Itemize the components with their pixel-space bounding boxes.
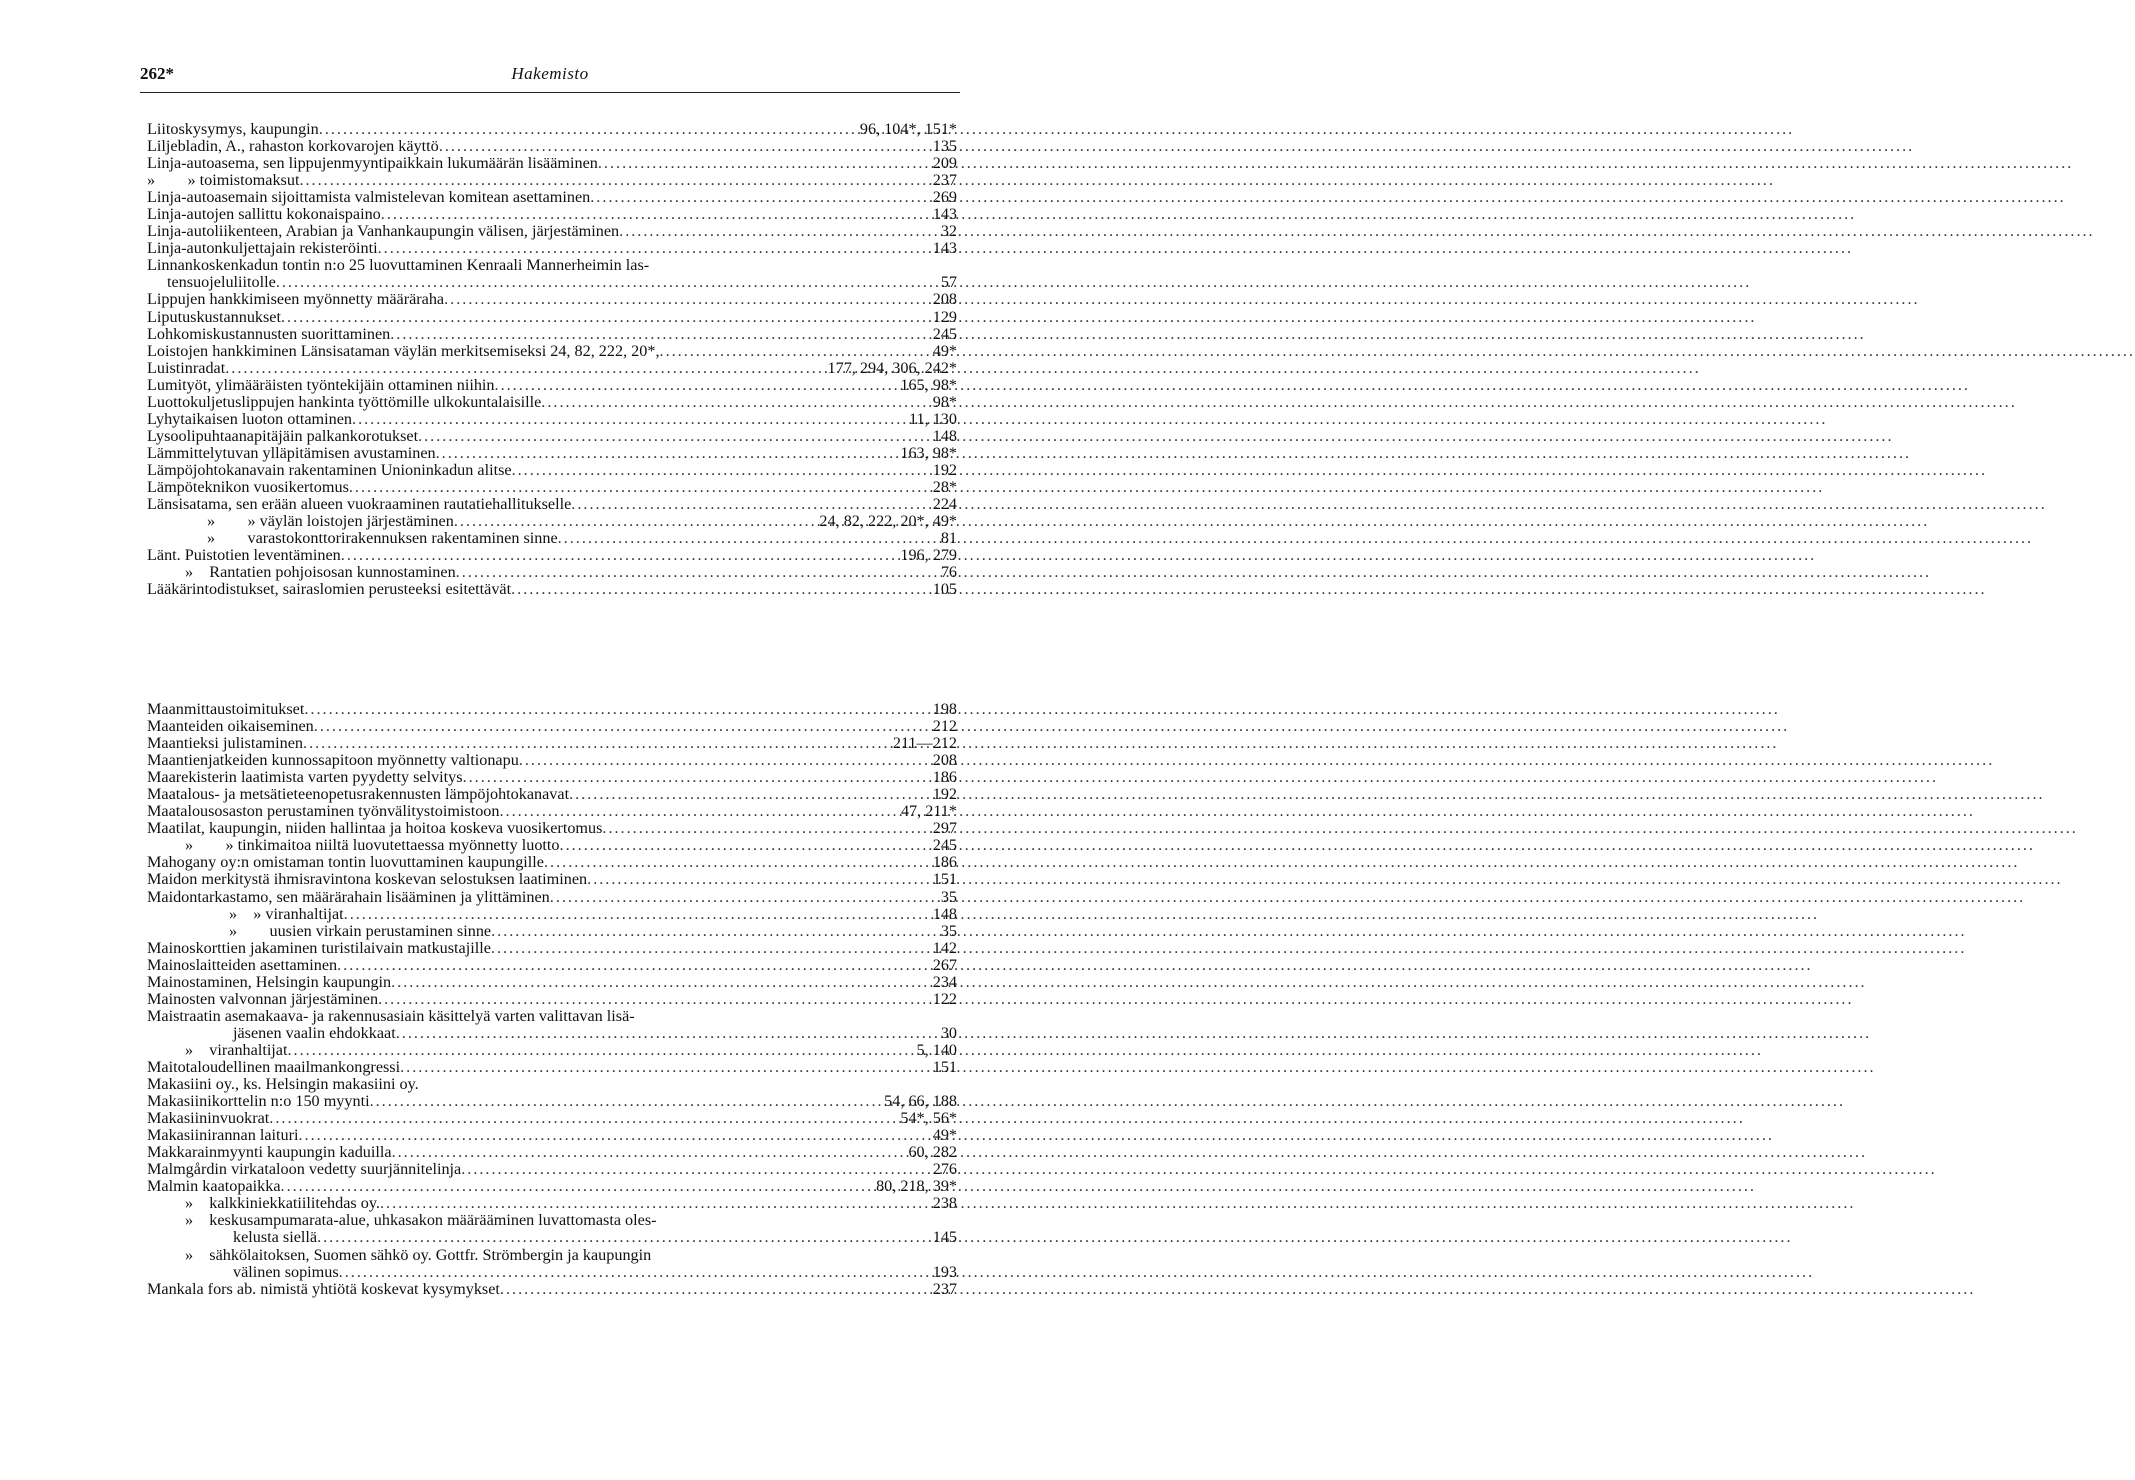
entry-text: Mainostaminen, Helsingin kaupungin xyxy=(147,972,392,991)
entry-pages: 237 xyxy=(932,1279,957,1298)
entry-text: Maatalous- ja metsätieteenopetusrakennusten lämpöjohtokanavat xyxy=(147,785,570,804)
entry-pages: 54, 66, 188 xyxy=(884,1092,957,1111)
index-entry xyxy=(147,1042,957,1059)
index-entry xyxy=(147,786,957,803)
index-entry xyxy=(147,1178,957,1195)
leader-dots xyxy=(304,701,928,718)
entry-pages: 186 xyxy=(932,853,957,872)
entry-text: Maidontarkastamo, sen määrärahain lisääminen ja ylittäminen xyxy=(147,887,550,906)
entry-text: Malmgårdin virkataloon vedetty suurjännitelinja xyxy=(147,1160,462,1179)
index-entry xyxy=(147,974,957,991)
leader-dots xyxy=(378,240,929,257)
entry-text: » » väylän loistojen järjestäminen xyxy=(207,512,454,531)
entry-text: Linja-autonkuljettajain rekisteröinti xyxy=(147,239,378,258)
index-entry xyxy=(147,906,957,923)
leader-dots xyxy=(439,138,929,155)
index-entry xyxy=(147,360,957,377)
leader-dots xyxy=(341,547,897,564)
index-entry xyxy=(147,479,957,496)
entry-pages: 11, 130 xyxy=(909,409,957,428)
entry-text: kelusta siellä xyxy=(233,1228,318,1247)
leader-dots xyxy=(436,445,897,462)
leader-dots xyxy=(281,1178,873,1195)
entry-text: Liljebladin, A., rahaston korkovarojen käyttö xyxy=(147,137,439,156)
entry-text: » Rantatien pohjoisosan kunnostaminen xyxy=(185,563,456,582)
entry-text: Maantienjatkeiden kunnossapitoon myönnetty valtionapu xyxy=(147,751,519,770)
entry-text: » » tinkimaitoa niiltä luovutettaessa myönnetty luotto xyxy=(185,836,560,855)
page-number: 262* xyxy=(140,64,174,83)
leader-dots xyxy=(380,1195,929,1212)
index-entry xyxy=(147,837,957,854)
index-entry xyxy=(147,1247,957,1264)
entry-text: Lohkomiskustannusten suorittaminen xyxy=(147,324,391,343)
index-entry xyxy=(147,1008,957,1025)
entry-pages: 212 xyxy=(932,717,957,736)
index-entry xyxy=(147,1127,957,1144)
index-entry xyxy=(147,1110,957,1127)
entry-text: Linja-autoasema, sen lippujenmyyntipaikkain lukumäärän lisääminen xyxy=(147,154,598,173)
entry-text: Maarekisterin laatimista varten pyydetty selvitys xyxy=(147,768,463,787)
leader-dots xyxy=(541,394,928,411)
leader-dots xyxy=(281,309,929,326)
index-entry xyxy=(147,1281,957,1298)
index-entry xyxy=(147,718,957,735)
entry-text: Lumityöt, ylimääräisten työntekijäin ottaminen niihin xyxy=(147,375,495,394)
entry-pages: 276 xyxy=(932,1160,957,1179)
entry-pages: 49* xyxy=(932,1126,957,1145)
leader-dots xyxy=(225,360,823,377)
leader-dots xyxy=(454,513,816,530)
index-entry xyxy=(147,1059,957,1076)
entry-text: Länsisatama, sen erään alueen vuokraaminen rautatiehallitukselle xyxy=(147,495,572,514)
leader-dots xyxy=(598,155,929,172)
index-entry xyxy=(147,428,957,445)
entry-text: Maanteiden oikaiseminen xyxy=(147,717,314,736)
entry-pages: 224 xyxy=(932,495,957,514)
leader-dots xyxy=(391,974,929,991)
entry-pages: 148 xyxy=(932,904,957,923)
entry-pages: 80, 218, 39* xyxy=(876,1177,957,1196)
index-entry xyxy=(147,991,957,1008)
entry-pages: 30 xyxy=(940,1023,957,1042)
entry-text: Makkarainmyynti kaupungin kaduilla xyxy=(147,1143,392,1162)
leader-dots xyxy=(571,496,928,513)
entry-text: » kalkkiniekkatiilitehdas oy. xyxy=(185,1194,380,1213)
entry-pages: 98* xyxy=(932,392,957,411)
entry-text: välinen sopimus xyxy=(233,1262,339,1281)
leader-dots xyxy=(461,1161,928,1178)
leader-dots xyxy=(390,326,928,343)
index-entry xyxy=(147,411,957,428)
leader-dots xyxy=(550,889,937,906)
entry-text: Lämpöteknikon vuosikertomus xyxy=(147,477,349,496)
entry-text: Maatalousosaston perustaminen työnvälitystoimistoon xyxy=(147,802,500,821)
entry-text: Linja-autojen sallittu kokonaispaino xyxy=(147,205,381,224)
entry-text: Loistojen hankkiminen Länsisataman väylän merkitsemiseksi 24, 82, 222, 20*, xyxy=(147,341,660,360)
index-entry xyxy=(147,377,957,394)
index-entry xyxy=(147,138,957,155)
entry-pages: 24, 82, 222, 20*, 49* xyxy=(819,512,957,531)
leader-dots xyxy=(396,1025,937,1042)
entry-text: Maatilat, kaupungin, niiden hallintaa ja hoitoa koskeva vuosikertomus xyxy=(147,819,603,838)
index-entry xyxy=(147,547,957,564)
entry-text: tensuojeluliitolle xyxy=(167,273,276,292)
index-entry xyxy=(147,1229,957,1246)
index-entry xyxy=(147,752,957,769)
entry-pages: 267 xyxy=(932,955,957,974)
index-entry xyxy=(147,530,957,547)
index-entry xyxy=(147,240,957,257)
leader-dots xyxy=(352,411,905,428)
leader-dots xyxy=(288,1042,913,1059)
entry-pages: 245 xyxy=(932,324,957,343)
entry-pages: 49* xyxy=(932,341,957,360)
entry-text: Lysoolipuhtaanapitäjäin palkankorotukset xyxy=(147,426,419,445)
entry-pages: 81 xyxy=(940,529,957,548)
entry-pages: 151 xyxy=(932,1057,957,1076)
index-entry xyxy=(147,274,957,291)
index-entry xyxy=(147,564,957,581)
leader-dots xyxy=(569,786,929,803)
index-entry xyxy=(147,803,957,820)
leader-dots xyxy=(339,1264,929,1281)
index-entry xyxy=(147,701,957,718)
entry-pages: 145 xyxy=(932,1228,957,1247)
entry-text: Mankala fors ab. nimistä yhtiötä koskevat kysymykset xyxy=(147,1279,500,1298)
entry-text: » » viranhaltijat xyxy=(229,904,344,923)
leader-dots xyxy=(337,957,929,974)
index-entry xyxy=(147,121,957,138)
index-entry xyxy=(147,291,957,308)
leader-dots xyxy=(619,223,937,240)
entry-pages: 192 xyxy=(932,785,957,804)
leader-dots xyxy=(370,1093,881,1110)
index-page xyxy=(0,0,1024,1480)
entry-pages: 198 xyxy=(932,700,957,718)
index-entry xyxy=(147,496,957,513)
leader-dots xyxy=(456,564,937,581)
entry-text: Maidon merkitystä ihmisravintona koskevan selostuksen laatiminen xyxy=(147,870,588,889)
index-entry xyxy=(147,957,957,974)
entry-text: Luottokuljetuslippujen hankinta työttömille ulkokuntalaisille xyxy=(147,392,542,411)
leader-dots xyxy=(317,1229,929,1246)
entry-pages: 208 xyxy=(932,751,957,770)
entry-text: » sähkölaitoksen, Suomen sähkö oy. Gottfr. Strömbergin ja kaupungin xyxy=(185,1245,652,1264)
entry-pages: 5, 140 xyxy=(916,1040,957,1059)
entry-text: Liitoskysymys, kaupungin xyxy=(147,120,319,138)
entry-pages: 297 xyxy=(932,819,957,838)
entry-pages: 148 xyxy=(932,426,957,445)
entry-pages: 35 xyxy=(940,887,957,906)
index-entry xyxy=(147,462,957,479)
leader-dots xyxy=(544,854,929,871)
entry-pages: 196, 279 xyxy=(900,546,957,565)
entry-pages: 193 xyxy=(932,1262,957,1281)
entry-text: » keskusampumarata-alue, uhkasakon määrääminen luvattomasta oles- xyxy=(185,1211,657,1230)
leader-dots xyxy=(303,735,889,752)
entry-text: Lämpöjohtokanavain rakentaminen Unioninkadun alitse xyxy=(147,460,512,479)
index-section-l xyxy=(147,121,957,598)
entry-text: Lämmittelytuvan ylläpitämisen avustaminen xyxy=(147,443,436,462)
leader-dots xyxy=(344,906,929,923)
index-entry xyxy=(147,445,957,462)
entry-text: Lääkärintodistukset, sairaslomien perusteeksi esitettävät xyxy=(147,580,512,599)
entry-pages: 211—212 xyxy=(892,734,957,753)
entry-text: Maanmittaustoimitukset xyxy=(147,700,305,718)
index-entry xyxy=(147,513,957,530)
entry-pages: 209 xyxy=(932,154,957,173)
entry-pages: 208 xyxy=(932,290,957,309)
index-entry xyxy=(147,1093,957,1110)
leader-dots xyxy=(519,752,929,769)
entry-pages: 28* xyxy=(932,477,957,496)
entry-text: Makasiinikorttelin n:o 150 myynti xyxy=(147,1092,370,1111)
entry-pages: 163, 98* xyxy=(900,443,957,462)
entry-pages: 96, 104*, 151* xyxy=(859,120,957,138)
entry-text: » viranhaltijat xyxy=(185,1040,288,1059)
leader-dots xyxy=(319,121,856,138)
entry-text: Maistraatin asemakaava- ja rakennusasiain käsittelyä varten valittavan lisä- xyxy=(147,1006,635,1025)
leader-dots xyxy=(558,530,937,547)
entry-text: Mainoskorttien jakaminen turistilaivain matkustajille xyxy=(147,938,491,957)
entry-pages: 47, 211* xyxy=(900,802,957,821)
entry-pages: 192 xyxy=(932,460,957,479)
entry-text: Mainosten valvonnan järjestäminen xyxy=(147,989,379,1008)
entry-text: Malmin kaatopaikka xyxy=(147,1177,281,1196)
leader-dots xyxy=(511,581,929,598)
entry-pages: 151 xyxy=(932,870,957,889)
entry-pages: 143 xyxy=(932,239,957,258)
entry-pages: 122 xyxy=(932,989,957,1008)
index-entry xyxy=(147,189,957,206)
index-entry xyxy=(147,854,957,871)
entry-pages: 142 xyxy=(932,938,957,957)
page-header xyxy=(140,64,960,93)
leader-dots xyxy=(299,172,928,189)
entry-text: Lyhytaikaisen luoton ottaminen xyxy=(147,409,353,428)
entry-pages: 165, 98* xyxy=(900,375,957,394)
index-entry xyxy=(147,735,957,752)
index-entry xyxy=(147,1195,957,1212)
leader-dots xyxy=(418,428,929,445)
entry-text: Makasiinirannan laituri xyxy=(147,1126,299,1145)
entry-text: » varastokonttorirakennuksen rakentaminen sinne xyxy=(207,529,558,548)
entry-text: Maitotaloudellinen maailmankongressi xyxy=(147,1057,401,1076)
entry-text: Linja-autoliikenteen, Arabian ja Vanhankaupungin välisen, järjestäminen xyxy=(147,222,620,241)
leader-dots xyxy=(392,1144,905,1161)
leader-dots xyxy=(660,343,929,360)
leader-dots xyxy=(378,991,929,1008)
entry-text: » uusien virkain perustaminen sinne xyxy=(229,921,492,940)
running-head: Hakemisto xyxy=(511,64,589,83)
entry-text: » » toimistomaksut xyxy=(147,171,300,190)
index-entry xyxy=(147,1076,957,1093)
index-entry xyxy=(147,889,957,906)
index-entry xyxy=(147,1025,957,1042)
entry-pages: 177, 294, 306, 242* xyxy=(827,358,957,377)
leader-dots xyxy=(500,803,897,820)
index-entry xyxy=(147,1161,957,1178)
index-entry xyxy=(147,581,957,598)
leader-dots xyxy=(491,923,937,940)
leader-dots xyxy=(349,479,929,496)
index-entry xyxy=(147,394,957,411)
index-entry xyxy=(147,940,957,957)
entry-text: Liputuskustannukset xyxy=(147,307,281,326)
index-entry xyxy=(147,820,957,837)
entry-pages: 269 xyxy=(932,188,957,207)
entry-text: Mainoslaitteiden asettaminen xyxy=(147,955,338,974)
entry-text: Makasiini oy., ks. Helsingin makasiini oy. xyxy=(147,1075,419,1094)
entry-pages: 57 xyxy=(940,273,957,292)
leader-dots xyxy=(602,820,928,837)
index-entry xyxy=(147,223,957,240)
entry-pages: 186 xyxy=(932,768,957,787)
entry-text: Linja-autoasemain sijoittamista valmistelevan komitean asettaminen xyxy=(147,188,591,207)
index-entry xyxy=(147,172,957,189)
index-entry xyxy=(147,1144,957,1161)
entry-text: Linnankoskenkadun tontin n:o 25 luovuttaminen Kenraali Mannerheimin las- xyxy=(147,256,650,275)
entry-pages: 60, 282 xyxy=(908,1143,957,1162)
leader-dots xyxy=(495,377,897,394)
leader-dots xyxy=(512,462,929,479)
leader-dots xyxy=(299,1127,929,1144)
index-entry xyxy=(147,1212,957,1229)
leader-dots xyxy=(560,837,929,854)
index-entry xyxy=(147,769,957,786)
leader-dots xyxy=(314,718,929,735)
entry-pages: 76 xyxy=(940,563,957,582)
index-section-m xyxy=(147,701,957,1298)
index-entry xyxy=(147,309,957,326)
leader-dots xyxy=(381,206,929,223)
leader-dots xyxy=(463,769,929,786)
entry-text: Länt. Puistotien leventäminen xyxy=(147,546,341,565)
entry-pages: 54*, 56* xyxy=(900,1109,957,1128)
entry-pages: 238 xyxy=(932,1194,957,1213)
entry-text: jäsenen vaalin ehdokkaat xyxy=(233,1023,396,1042)
entry-pages: 245 xyxy=(932,836,957,855)
entry-pages: 105 xyxy=(932,580,957,599)
entry-pages: 234 xyxy=(932,972,957,991)
leader-dots xyxy=(400,1059,929,1076)
entry-pages: 135 xyxy=(932,137,957,156)
entry-pages: 35 xyxy=(940,921,957,940)
entry-text: Makasiininvuokrat xyxy=(147,1109,270,1128)
entry-text: Maantieksi julistaminen xyxy=(147,734,304,753)
index-entry xyxy=(147,155,957,172)
index-entry xyxy=(147,923,957,940)
leader-dots xyxy=(587,871,929,888)
index-entry xyxy=(147,1264,957,1281)
entry-text: Lippujen hankkimiseen myönnetty määräraha xyxy=(147,290,445,309)
entry-pages: 129 xyxy=(932,307,957,326)
index-entry xyxy=(147,343,957,360)
index-entry xyxy=(147,326,957,343)
leader-dots xyxy=(491,940,929,957)
leader-dots xyxy=(500,1281,929,1298)
index-entry xyxy=(147,257,957,274)
leader-dots xyxy=(444,291,929,308)
leader-dots xyxy=(590,189,928,206)
entry-pages: 143 xyxy=(932,205,957,224)
entry-text: Mahogany oy:n omistaman tontin luovuttaminen kaupungille xyxy=(147,853,544,872)
index-entry xyxy=(147,206,957,223)
leader-dots xyxy=(269,1110,896,1127)
leader-dots xyxy=(276,274,937,291)
index-entry xyxy=(147,871,957,888)
entry-pages: 32 xyxy=(940,222,957,241)
entry-text: Luistinradat xyxy=(147,358,226,377)
entry-pages: 237 xyxy=(932,171,957,190)
